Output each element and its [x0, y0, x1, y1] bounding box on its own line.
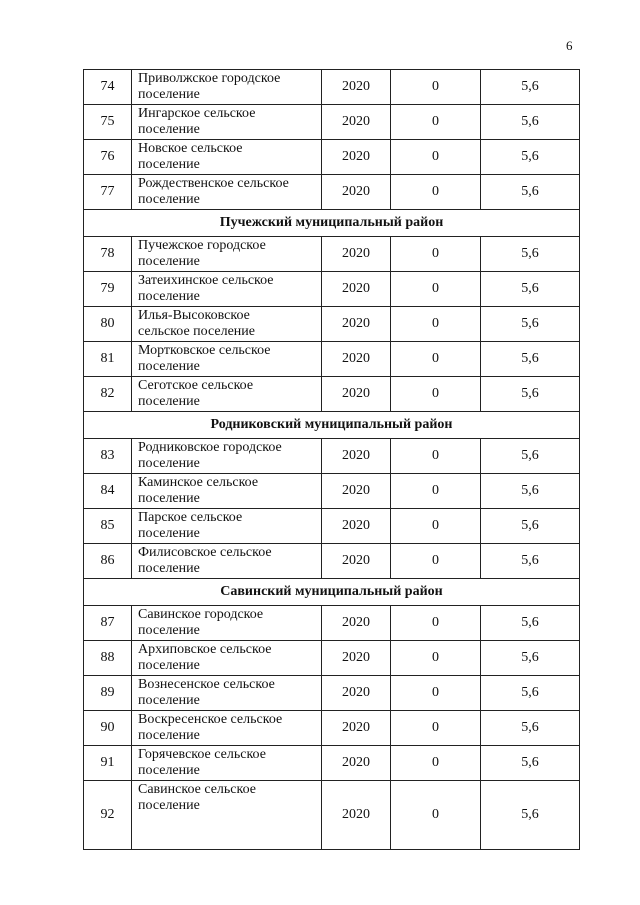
settlement-name-line-2: поселение	[138, 157, 200, 172]
rate-cell: 5,6	[481, 606, 580, 641]
year-cell: 2020	[322, 746, 391, 781]
settlement-name	[132, 140, 322, 175]
settlement-name	[132, 439, 322, 474]
settlement-name-line-1: Горячевское сельское	[138, 747, 266, 762]
year-cell: 2020	[322, 105, 391, 140]
year-cell: 2020	[322, 175, 391, 210]
value-cell: 0	[391, 105, 481, 140]
settlement-name-line-1: Рождественское сельское	[138, 176, 289, 191]
settlement-name	[132, 105, 322, 140]
value-cell: 0	[391, 439, 481, 474]
value-cell: 0	[391, 474, 481, 509]
settlement-name	[132, 70, 322, 105]
settlement-name-line-2: поселение	[138, 561, 200, 576]
table-row	[84, 606, 580, 641]
value-cell: 0	[391, 140, 481, 175]
settlement-name-line-1: Вознесенское сельское	[138, 677, 275, 692]
settlement-name-line-1: Родниковское городское	[138, 440, 282, 455]
settlement-name-line-2: поселение	[138, 456, 200, 471]
table-row	[84, 307, 580, 342]
rate-cell: 5,6	[481, 272, 580, 307]
table-row	[84, 140, 580, 175]
settlements-table	[83, 69, 580, 850]
settlement-name-line-1: Мортковское сельское	[138, 343, 271, 358]
rate-cell: 5,6	[481, 711, 580, 746]
rate-cell: 5,6	[481, 175, 580, 210]
settlement-name	[132, 641, 322, 676]
table-row	[84, 544, 580, 579]
rate-cell: 5,6	[481, 676, 580, 711]
year-cell: 2020	[322, 781, 391, 850]
year-cell: 2020	[322, 439, 391, 474]
year-cell: 2020	[322, 140, 391, 175]
year-cell: 2020	[322, 606, 391, 641]
year-cell: 2020	[322, 544, 391, 579]
settlement-name-line-1: Затеихинское сельское	[138, 273, 274, 288]
settlement-name	[132, 606, 322, 641]
rate-cell: 5,6	[481, 746, 580, 781]
value-cell: 0	[391, 711, 481, 746]
value-cell: 0	[391, 342, 481, 377]
table-row	[84, 781, 580, 850]
row-number: 83	[84, 439, 132, 474]
table-row	[84, 509, 580, 544]
settlement-name-line-2: сельское поселение	[138, 324, 255, 339]
year-cell: 2020	[322, 307, 391, 342]
district-header-row	[84, 579, 580, 606]
table-row	[84, 342, 580, 377]
settlement-name	[132, 272, 322, 307]
settlement-name-line-2: поселение	[138, 763, 200, 778]
settlement-name	[132, 544, 322, 579]
page-number: 6	[566, 38, 573, 53]
row-number: 77	[84, 175, 132, 210]
year-cell: 2020	[322, 711, 391, 746]
year-cell: 2020	[322, 641, 391, 676]
table-row	[84, 711, 580, 746]
table-row	[84, 641, 580, 676]
settlement-name-line-1: Парское сельское	[138, 510, 243, 525]
settlement-name-line-2: поселение	[138, 254, 200, 269]
year-cell: 2020	[322, 272, 391, 307]
rate-cell: 5,6	[481, 509, 580, 544]
rate-cell: 5,6	[481, 237, 580, 272]
settlement-name-line-1: Ингарское сельское	[138, 106, 256, 121]
settlement-name-line-2: поселение	[138, 87, 200, 102]
value-cell: 0	[391, 746, 481, 781]
settlement-name	[132, 474, 322, 509]
rate-cell: 5,6	[481, 105, 580, 140]
settlement-name	[132, 746, 322, 781]
table-row	[84, 746, 580, 781]
district-header: Пучежский муниципальный район	[84, 210, 580, 237]
table-row	[84, 474, 580, 509]
settlement-name-line-1: Савинское сельское	[138, 782, 256, 797]
row-number: 87	[84, 606, 132, 641]
value-cell: 0	[391, 377, 481, 412]
settlement-name-line-2: поселение	[138, 658, 200, 673]
row-number: 88	[84, 641, 132, 676]
value-cell: 0	[391, 781, 481, 850]
row-number: 85	[84, 509, 132, 544]
rate-cell: 5,6	[481, 140, 580, 175]
row-number: 91	[84, 746, 132, 781]
row-number: 84	[84, 474, 132, 509]
settlement-name	[132, 342, 322, 377]
value-cell: 0	[391, 272, 481, 307]
row-number: 75	[84, 105, 132, 140]
table-row	[84, 237, 580, 272]
district-header-row	[84, 210, 580, 237]
settlement-name	[132, 509, 322, 544]
settlement-name-line-2: поселение	[138, 526, 200, 541]
row-number: 78	[84, 237, 132, 272]
row-number: 89	[84, 676, 132, 711]
value-cell: 0	[391, 237, 481, 272]
rate-cell: 5,6	[481, 342, 580, 377]
settlement-name-line-2: поселение	[138, 289, 200, 304]
value-cell: 0	[391, 544, 481, 579]
row-number: 74	[84, 70, 132, 105]
rate-cell: 5,6	[481, 439, 580, 474]
row-number: 76	[84, 140, 132, 175]
settlement-name-line-2: поселение	[138, 491, 200, 506]
district-header-row	[84, 412, 580, 439]
year-cell: 2020	[322, 676, 391, 711]
rate-cell: 5,6	[481, 70, 580, 105]
settlement-name-line-2: поселение	[138, 192, 200, 207]
table-row	[84, 70, 580, 105]
district-header: Савинский муниципальный район	[84, 579, 580, 606]
settlement-name-line-1: Филисовское сельское	[138, 545, 272, 560]
settlement-name-line-1: Новское сельское	[138, 141, 243, 156]
value-cell: 0	[391, 676, 481, 711]
rate-cell: 5,6	[481, 781, 580, 850]
settlement-name-line-1: Архиповское сельское	[138, 642, 272, 657]
table-row	[84, 676, 580, 711]
settlement-name	[132, 711, 322, 746]
settlement-name-line-2: поселение	[138, 122, 200, 137]
settlement-name-line-1: Сеготское сельское	[138, 378, 254, 393]
year-cell: 2020	[322, 70, 391, 105]
row-number: 90	[84, 711, 132, 746]
value-cell: 0	[391, 307, 481, 342]
rate-cell: 5,6	[481, 307, 580, 342]
settlement-name-line-2: поселение	[138, 693, 200, 708]
value-cell: 0	[391, 606, 481, 641]
row-number: 79	[84, 272, 132, 307]
rate-cell: 5,6	[481, 641, 580, 676]
value-cell: 0	[391, 641, 481, 676]
settlement-name	[132, 377, 322, 412]
row-number: 80	[84, 307, 132, 342]
settlement-name-line-2: поселение	[138, 623, 200, 638]
year-cell: 2020	[322, 474, 391, 509]
year-cell: 2020	[322, 377, 391, 412]
rate-cell: 5,6	[481, 377, 580, 412]
row-number: 81	[84, 342, 132, 377]
settlement-name-line-2: поселение	[138, 798, 200, 813]
settlement-name	[132, 676, 322, 711]
settlement-name	[132, 237, 322, 272]
year-cell: 2020	[322, 509, 391, 544]
rate-cell: 5,6	[481, 544, 580, 579]
settlement-name-line-1: Илья-Высоковское	[138, 308, 250, 323]
year-cell: 2020	[322, 342, 391, 377]
settlement-name-line-1: Приволжское городское	[138, 71, 281, 86]
settlement-name	[132, 307, 322, 342]
settlement-name-line-1: Савинское городское	[138, 607, 264, 622]
year-cell: 2020	[322, 237, 391, 272]
row-number: 92	[84, 781, 132, 850]
settlement-name	[132, 781, 322, 850]
table-row	[84, 377, 580, 412]
table-row	[84, 439, 580, 474]
table-row	[84, 272, 580, 307]
table-body	[84, 70, 580, 850]
settlement-name	[132, 175, 322, 210]
rate-cell: 5,6	[481, 474, 580, 509]
value-cell: 0	[391, 509, 481, 544]
row-number: 86	[84, 544, 132, 579]
settlement-name-line-2: поселение	[138, 728, 200, 743]
value-cell: 0	[391, 70, 481, 105]
table-row	[84, 175, 580, 210]
settlement-name-line-2: поселение	[138, 359, 200, 374]
row-number: 82	[84, 377, 132, 412]
settlement-name-line-2: поселение	[138, 394, 200, 409]
settlement-name-line-1: Пучежское городское	[138, 238, 266, 253]
settlement-name-line-1: Каминское сельское	[138, 475, 259, 490]
table-row	[84, 105, 580, 140]
settlement-name-line-1: Воскресенское сельское	[138, 712, 283, 727]
value-cell: 0	[391, 175, 481, 210]
district-header: Родниковский муниципальный район	[84, 412, 580, 439]
